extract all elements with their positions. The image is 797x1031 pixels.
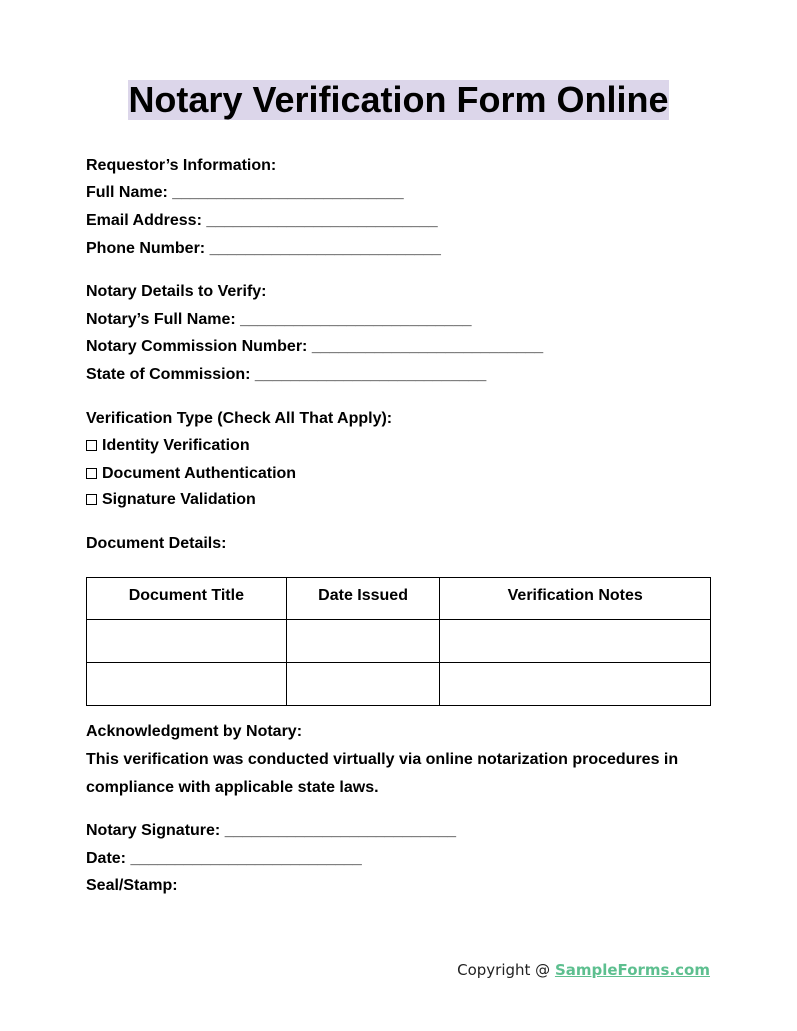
field-blank[interactable]: __________________________ (254, 366, 487, 383)
phone-number-field[interactable] (86, 239, 441, 259)
email-address-field[interactable] (86, 211, 438, 231)
state-of-commission-field[interactable] (86, 365, 486, 385)
table-row (87, 620, 711, 663)
field-label: Phone Number: (86, 240, 206, 257)
option-label: Document Authentication (102, 465, 297, 482)
copyright-footer (457, 961, 710, 979)
column-header: Date Issued (286, 578, 440, 620)
form-title: Notary Verification Form Online (128, 79, 669, 120)
field-label: Notary Signature: (86, 822, 221, 839)
table-cell[interactable] (286, 663, 440, 706)
field-blank[interactable]: __________________________ (224, 822, 457, 839)
verification-heading: Verification Type (Check All That Apply): (86, 410, 393, 427)
field-label: Email Address: (86, 212, 202, 229)
field-label: Date: (86, 850, 127, 867)
field-label: Full Name: (86, 184, 168, 201)
option-identity-verification[interactable] (86, 436, 250, 456)
column-header: Verification Notes (440, 578, 711, 620)
table-cell[interactable] (440, 620, 711, 663)
checkbox-icon[interactable] (86, 440, 97, 451)
full-name-field[interactable] (86, 183, 404, 203)
field-label: Seal/Stamp: (86, 877, 178, 894)
notary-heading: Notary Details to Verify: (86, 283, 267, 300)
table-cell[interactable] (87, 663, 287, 706)
checkbox-icon[interactable] (86, 494, 97, 505)
option-signature-validation[interactable] (86, 490, 256, 510)
column-header: Document Title (87, 578, 287, 620)
field-blank[interactable]: __________________________ (209, 240, 441, 257)
checkbox-icon[interactable] (86, 468, 97, 479)
date-field[interactable] (86, 849, 362, 869)
notary-signature-field[interactable] (86, 821, 456, 841)
table-header-row (87, 578, 711, 620)
field-blank[interactable]: __________________________ (172, 184, 404, 201)
field-label: Notary’s Full Name: (86, 311, 236, 328)
option-label: Identity Verification (102, 437, 250, 454)
document-table (86, 577, 711, 706)
acknowledgment-text: This verification was conducted virtually via online notarization procedures in compliance with applicable state laws. (86, 751, 679, 796)
field-blank[interactable]: __________________________ (206, 212, 438, 229)
table-cell[interactable] (286, 620, 440, 663)
field-blank[interactable]: __________________________ (311, 338, 544, 355)
commission-number-field[interactable] (86, 337, 543, 357)
acknowledgment-heading: Acknowledgment by Notary: (86, 723, 303, 740)
notary-full-name-field[interactable] (86, 310, 471, 330)
table-row (87, 663, 711, 706)
option-label: Signature Validation (102, 491, 256, 508)
sampleforms-link[interactable]: SampleForms.com (554, 961, 710, 979)
copyright-text: Copyright @ (457, 961, 555, 979)
table-cell[interactable] (87, 620, 287, 663)
requestor-heading: Requestor’s Information: (86, 157, 277, 174)
option-document-authentication[interactable] (86, 464, 296, 484)
field-label: State of Commission: (86, 366, 251, 383)
document-heading: Document Details: (86, 535, 227, 552)
seal-stamp-field[interactable] (86, 876, 178, 896)
field-blank[interactable]: __________________________ (130, 850, 362, 867)
field-blank[interactable]: __________________________ (240, 311, 472, 328)
table-cell[interactable] (440, 663, 711, 706)
field-label: Notary Commission Number: (86, 338, 308, 355)
